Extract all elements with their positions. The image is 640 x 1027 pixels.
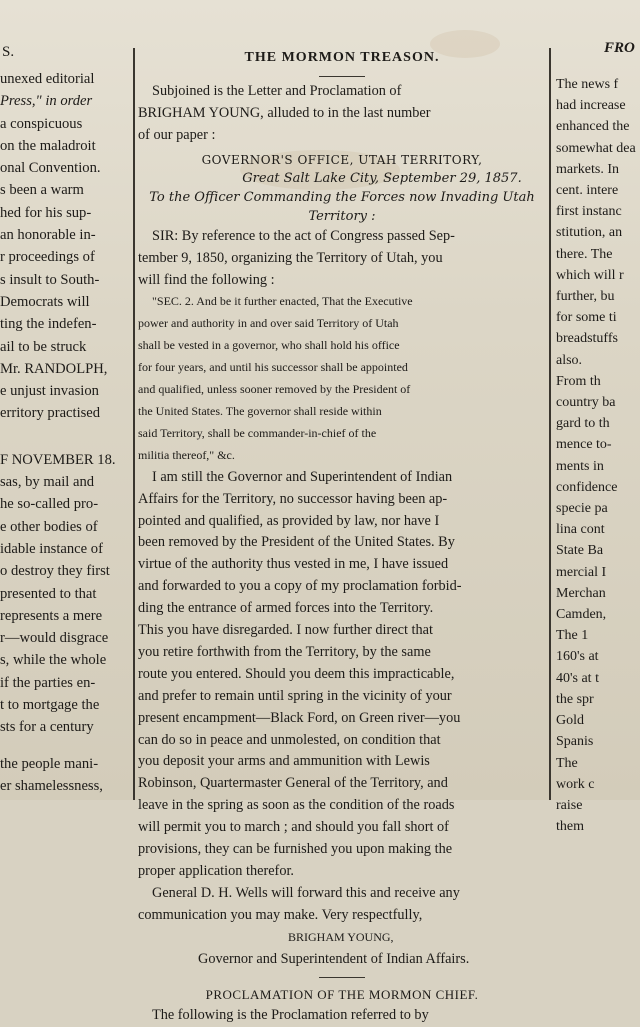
body-line: said Territory, shall be commander-in-chief of the bbox=[138, 425, 377, 440]
text-line: Merchan bbox=[556, 585, 606, 601]
text-line: idable instance of bbox=[0, 540, 103, 557]
text-line: onal Convention. bbox=[0, 160, 101, 177]
text-line: hed for his sup- bbox=[0, 204, 92, 221]
text-line: mence to- bbox=[556, 437, 612, 453]
body-line: SIR: By reference to the act of Congress passed Sep- bbox=[152, 227, 455, 244]
text-line: ail to be struck bbox=[0, 338, 87, 355]
text-line: The bbox=[556, 755, 578, 771]
date-line: Great Salt Lake City, September 29, 1857. bbox=[242, 170, 522, 186]
blank-line bbox=[0, 739, 132, 753]
body-line: Robinson, Quartermaster General of the Territory, and bbox=[138, 775, 448, 792]
left-column-header-fragment: S. bbox=[2, 44, 15, 60]
text-line: s insult to South- bbox=[0, 271, 100, 288]
body-line: Affairs for the Territory, no successor having been ap- bbox=[138, 490, 448, 507]
body-line: can do so in peace and unmolested, on condition that bbox=[138, 731, 441, 748]
section-rule bbox=[319, 977, 365, 978]
article-title: THE MORMON TREASON. bbox=[244, 50, 440, 65]
body-line: for four years, and until his successor shall be appointed bbox=[138, 360, 408, 375]
text-line: first instanc bbox=[556, 204, 622, 220]
text-line: Spanis bbox=[556, 734, 594, 750]
office-line: GOVERNOR'S OFFICE, UTAH TERRITORY, bbox=[201, 152, 483, 167]
text-line: represents a mere bbox=[0, 607, 103, 624]
text-line: 40's at t bbox=[556, 670, 599, 686]
text-line: on the maladroit bbox=[0, 137, 96, 154]
title-rule bbox=[319, 76, 365, 77]
body-line: "SEC. 2. And be it further enacted, That the Executive bbox=[152, 294, 413, 309]
body-line: pointed and qualified, as provided by law, nor have I bbox=[138, 512, 440, 529]
text-line: cent. intere bbox=[556, 183, 619, 199]
text-line: he so-called pro- bbox=[0, 496, 99, 513]
text-line: presented to that bbox=[0, 585, 97, 602]
text-line: lina cont bbox=[556, 522, 605, 538]
text-line: mercial I bbox=[556, 564, 607, 580]
text-line: Gold bbox=[556, 713, 584, 729]
text-line: enhanced the bbox=[556, 119, 630, 135]
text-line: ments in bbox=[556, 458, 604, 474]
text-line: Camden, bbox=[556, 607, 607, 623]
text-line: er shamelessness, bbox=[0, 777, 103, 794]
text-line: gard to th bbox=[556, 416, 610, 432]
signature-name: BRIGHAM YOUNG, bbox=[288, 929, 394, 944]
text-line: State Ba bbox=[556, 543, 604, 559]
body-line: shall be vested in a governor, who shall hold his office bbox=[138, 338, 400, 353]
text-line: s, while the whole bbox=[0, 652, 107, 669]
body-line: virtue of the authority thus vested in me, I have issued bbox=[138, 556, 449, 573]
text-line: e unjust invasion bbox=[0, 383, 99, 400]
text-line: for some ti bbox=[556, 310, 617, 326]
text-line: 160's at bbox=[556, 649, 599, 665]
intro-line: of our paper : bbox=[138, 126, 216, 143]
intro-line: Subjoined is the Letter and Proclamation of bbox=[152, 83, 402, 99]
blank-line bbox=[0, 425, 132, 445]
body-line: will permit you to march ; and should you fall short of bbox=[138, 819, 449, 836]
text-line: erritory practised bbox=[0, 405, 101, 422]
body-line: power and authority in and over said Territory of Utah bbox=[138, 316, 399, 331]
text-line: sts for a century bbox=[0, 719, 94, 736]
text-line: an honorable in- bbox=[0, 227, 96, 244]
body-line: present encampment—Black Ford, on Green river—you bbox=[138, 709, 461, 726]
body-line: General D. H. Wells will forward this and receive any bbox=[152, 884, 460, 901]
text-line: r—would disgrace bbox=[0, 630, 109, 647]
text-line: ting the indefen- bbox=[0, 316, 97, 333]
left-column bbox=[0, 68, 132, 824]
body-line: and qualified, unless sooner removed by the President of bbox=[138, 382, 411, 397]
section-heading: F NOVEMBER 18. bbox=[0, 451, 116, 468]
text-line: if the parties en- bbox=[0, 674, 96, 691]
body-line: This you have disregarded. I now further direct that bbox=[138, 622, 433, 639]
body-line: tember 9, 1850, organizing the Territory of Utah, you bbox=[138, 249, 443, 266]
body-line: will find the following : bbox=[138, 271, 275, 288]
body-line: ding the entrance of armed forces into the Territory. bbox=[138, 600, 434, 617]
body-line: and forwarded to you a copy of my proclamation forbid- bbox=[138, 578, 462, 595]
body-line: route you entered. Should you deem this impracticable, bbox=[138, 665, 455, 682]
text-line: specie pa bbox=[556, 501, 608, 517]
text-line: e other bodies of bbox=[0, 518, 98, 535]
body-line: militia thereof," &c. bbox=[138, 447, 235, 462]
text-line: also. bbox=[556, 352, 583, 368]
right-column bbox=[556, 74, 640, 834]
body-line: you retire forthwith from the Territory, by the same bbox=[138, 643, 431, 660]
intro-line: BRIGHAM YOUNG, alluded to in the last number bbox=[138, 104, 431, 121]
body-line: communication you may make. Very respectfully, bbox=[138, 906, 423, 923]
text-line: Democrats will bbox=[0, 293, 90, 310]
text-line: r proceedings of bbox=[0, 249, 95, 266]
text-line: confidence bbox=[556, 479, 618, 495]
text-line: s been a warm bbox=[0, 182, 84, 199]
text-line: had increase bbox=[556, 98, 626, 114]
address-line: To the Officer Commanding the Forces now Invading Utah bbox=[149, 189, 535, 205]
body-line: proper application therefor. bbox=[138, 863, 295, 879]
right-column-header-fragment: FRO bbox=[604, 40, 635, 56]
text-line: The news f bbox=[556, 77, 619, 92]
proclamation-first-line: The following is the Proclamation referred to by bbox=[152, 1007, 429, 1024]
text-line: sas, by mail and bbox=[0, 474, 95, 491]
body-line: been removed by the President of the United States. By bbox=[138, 534, 455, 551]
proclamation-heading: PROCLAMATION OF THE MORMON CHIEF. bbox=[205, 986, 479, 1002]
text-line: The 1 bbox=[556, 628, 589, 644]
text-line: breadstuffs bbox=[556, 331, 618, 347]
text-line: them bbox=[556, 819, 584, 835]
text-line: markets. In bbox=[556, 161, 619, 177]
text-line: somewhat dea bbox=[556, 140, 636, 156]
text-line: stitution, an bbox=[556, 225, 623, 241]
text-line: Mr. RANDOLPH, bbox=[0, 360, 108, 377]
column-rule-left bbox=[133, 48, 135, 800]
text-line: work c bbox=[556, 776, 595, 792]
text-line: From th bbox=[556, 373, 601, 389]
body-line: provisions, they can be furnished you upon making the bbox=[138, 841, 453, 858]
text-line: which will r bbox=[556, 267, 624, 283]
text-line: o destroy they first bbox=[0, 563, 110, 580]
body-line: you deposit your arms and ammunition with Lewis bbox=[138, 753, 430, 770]
text-line: raise bbox=[556, 797, 583, 813]
address-line: Territory : bbox=[308, 208, 376, 224]
text-line: further, bu bbox=[556, 289, 615, 305]
column-rule-right bbox=[549, 48, 551, 800]
text-line: the spr bbox=[556, 691, 594, 707]
text-line: country ba bbox=[556, 395, 616, 411]
text-line: t to mortgage the bbox=[0, 697, 100, 714]
text-line: the people mani- bbox=[0, 755, 99, 772]
text-line: there. The bbox=[556, 246, 613, 262]
text-line: a conspicuous bbox=[0, 115, 83, 132]
main-article bbox=[138, 40, 546, 1024]
text-line: unexed editorial bbox=[0, 71, 95, 87]
signature-title: Governor and Superintendent of Indian Affairs. bbox=[198, 950, 470, 967]
body-line: I am still the Governor and Superintendent of Indian bbox=[152, 468, 453, 485]
title-wrap bbox=[138, 40, 546, 74]
text-line: Press," in order bbox=[0, 93, 93, 110]
body-line: the United States. The governor shall reside within bbox=[138, 403, 382, 418]
body-line: and prefer to remain until spring in the vicinity of your bbox=[138, 687, 452, 704]
body-line: leave in the spring as soon as the condition of the roads bbox=[138, 797, 455, 814]
